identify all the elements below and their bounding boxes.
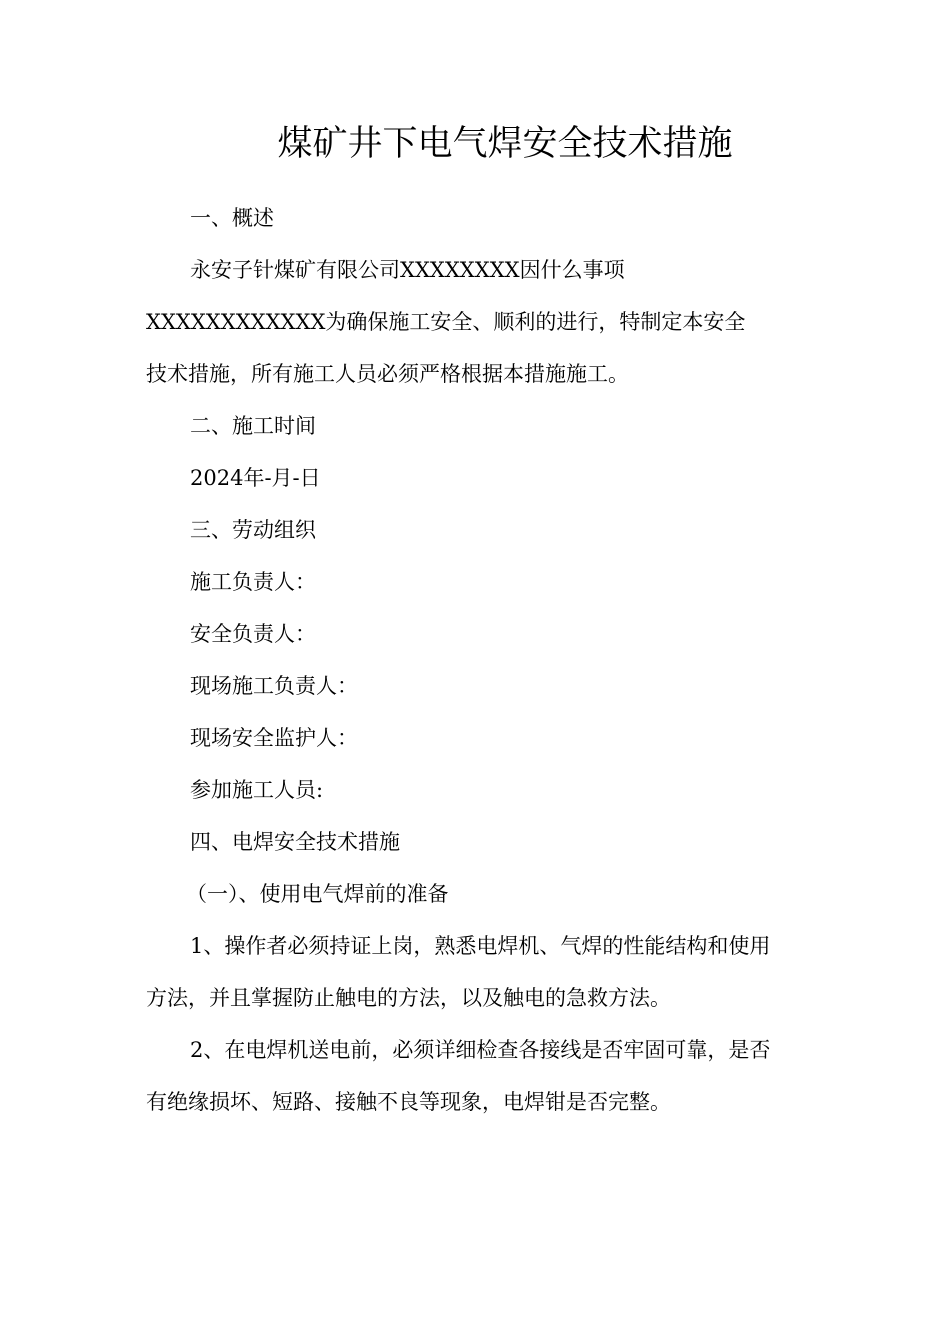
item-2-line-2: 有绝缘损坏、短路、接触不良等现象，电焊钳是否完整。	[146, 1090, 671, 1114]
section-heading-overview: 一、概述	[190, 206, 274, 230]
labor-item-site-safety-guardian: 现场安全监护人：	[190, 726, 358, 750]
overview-line-1: 永安子针煤矿有限公司XXXXXXXX因什么事项	[190, 258, 625, 282]
labor-item-safety-leader: 安全负责人：	[190, 622, 316, 646]
document-body	[146, 192, 806, 1128]
document-title: 煤矿井下电气焊安全技术措施	[277, 124, 733, 164]
subsection-heading-preparation: （一）、使用电气焊前的准备	[186, 882, 449, 906]
labor-item-site-leader: 现场施工负责人：	[190, 674, 358, 698]
overview-line-2: XXXXXXXXXXXX为确保施工安全、顺利的进行，特制定本安全	[146, 310, 746, 334]
section-heading-time: 二、施工时间	[190, 414, 316, 438]
item-1-line-2: 方法，并且掌握防止触电的方法，以及触电的急救方法。	[146, 986, 671, 1010]
item-1-line-1: 1、操作者必须持证上岗，熟悉电焊机、气焊的性能结构和使用	[190, 934, 771, 958]
construction-date: 2024年-月-日	[190, 466, 321, 490]
section-heading-labor: 三、劳动组织	[190, 518, 316, 542]
labor-item-construction-leader: 施工负责人：	[190, 570, 316, 594]
labor-item-participants: 参加施工人员:	[190, 778, 324, 802]
overview-line-3: 技术措施，所有施工人员必须严格根据本措施施工。	[146, 362, 629, 386]
item-2-line-1: 2、在电焊机送电前，必须详细检查各接线是否牢固可靠，是否	[190, 1038, 771, 1062]
section-heading-welding: 四、电焊安全技术措施	[190, 830, 400, 854]
